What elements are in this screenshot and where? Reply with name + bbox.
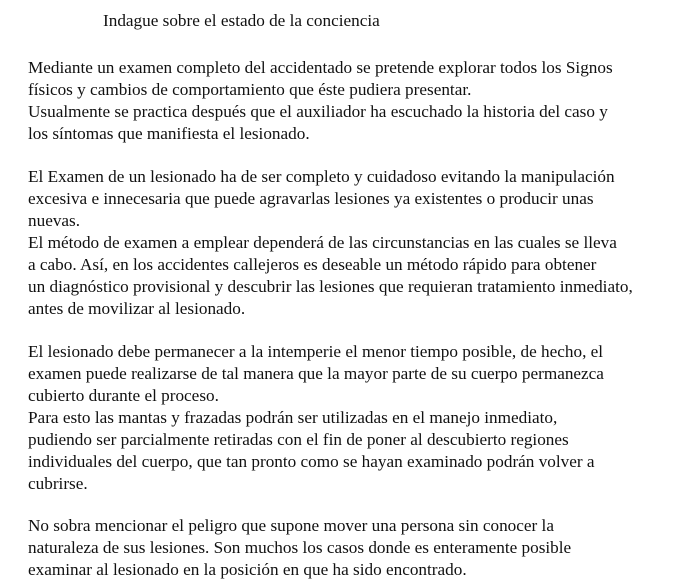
paragraph-line: cubrirse. [28, 474, 88, 493]
paragraph-line: antes de movilizar al lesionado. [28, 299, 246, 318]
paragraph-line: los síntomas que manifiesta el lesionado. [28, 124, 310, 143]
document-heading: Indague sobre el estado de la conciencia [103, 11, 380, 30]
paragraph-line: Mediante un examen completo del accidentado se pretende explorar todos los Signos [28, 58, 613, 77]
paragraph-line: El Examen de un lesionado ha de ser completo y cuidadoso evitando la manipulación [28, 167, 615, 186]
paragraph-line: Para esto las mantas y frazadas podrán ser utilizadas en el manejo inmediato, [28, 408, 558, 427]
paragraph-line: excesiva e innecesaria que puede agravarlas lesiones ya existentes o producir unas [28, 189, 594, 208]
paragraph-line: pudiendo ser parcialmente retiradas con el fin de poner al descubierto regiones [28, 430, 569, 449]
paragraph-line: físicos y cambios de comportamiento que éste pudiera presentar. [28, 80, 472, 99]
paragraph-line: naturaleza de sus lesiones. Son muchos los casos donde es enteramente posible [28, 538, 572, 557]
paragraph-line: examinar al lesionado en la posición en que ha sido encontrado. [28, 560, 467, 579]
paragraph-line: cubierto durante el proceso. [28, 386, 219, 405]
paragraph-line: No sobra mencionar el peligro que supone mover una persona sin conocer la [28, 516, 554, 535]
paragraph-line: nuevas. [28, 211, 81, 230]
paragraph-line: a cabo. Así, en los accidentes callejeros es deseable un método rápido para obtener [28, 255, 597, 274]
paragraph-line: examen puede realizarse de tal manera que la mayor parte de su cuerpo permanezca [28, 364, 604, 383]
paragraph-line: El lesionado debe permanecer a la intemperie el menor tiempo posible, de hecho, el [28, 342, 604, 361]
paragraph-line: El método de examen a emplear dependerá de las circunstancias en las cuales se lleva [28, 233, 617, 252]
paragraph-line: Usualmente se practica después que el auxiliador ha escuchado la historia del caso y [28, 102, 608, 121]
paragraph-line: individuales del cuerpo, que tan pronto como se hayan examinado podrán volver a [28, 452, 595, 471]
paragraph-line: un diagnóstico provisional y descubrir las lesiones que requieran tratamiento inmediato, [28, 277, 633, 296]
